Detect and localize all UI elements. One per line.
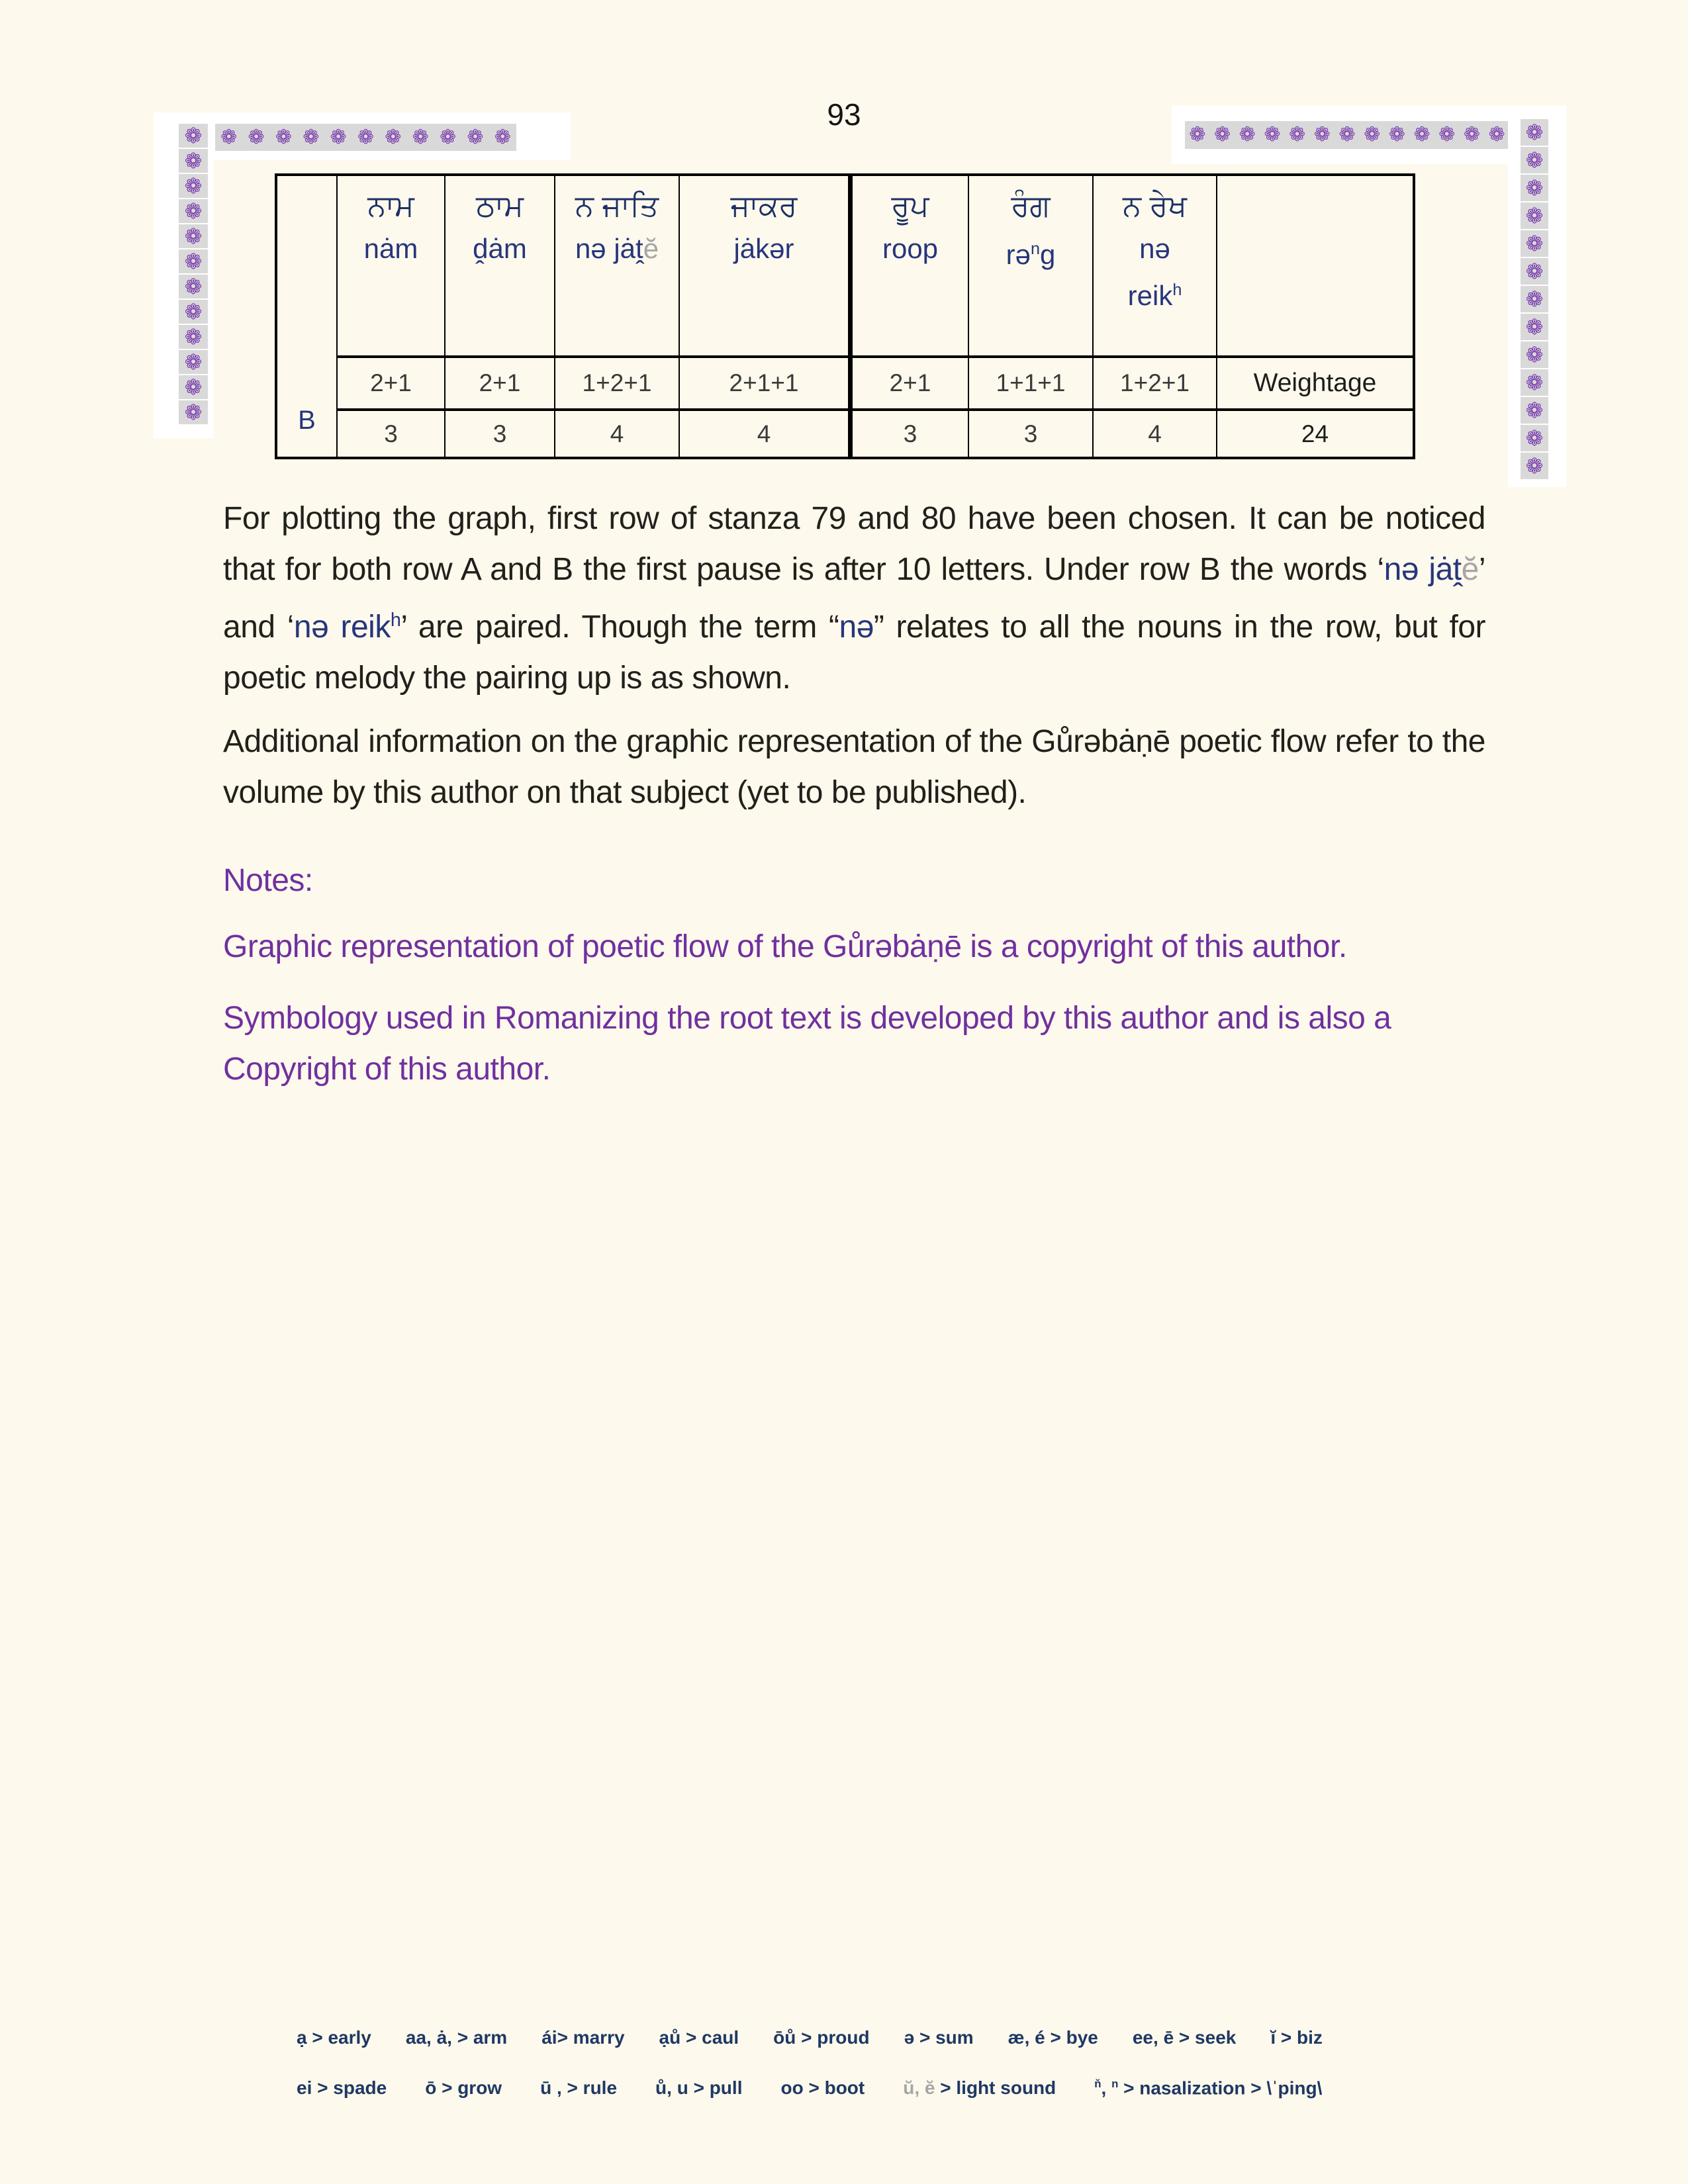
text-segment: ň [1094, 2077, 1102, 2090]
flower-slot [385, 125, 402, 149]
note-copyright-symbology: Symbology used in Romanizing the root text is developed by this author and is also a Copyright of this author. [223, 1001, 1391, 1087]
flower-tile [1521, 341, 1548, 368]
flower-icon: ❁ [303, 125, 320, 149]
flower-icon: ❁ [494, 125, 511, 149]
paragraph-additional-info: Additional information on the graphic representation of the Gůrəbȧṇē poetic flow refer to the volume by this author on that subject (yet to be published). [223, 724, 1485, 810]
flower-tile [179, 250, 208, 273]
flower-tile [179, 300, 208, 324]
pronunciation-key-item [780, 2077, 865, 2099]
text-segment: For plotting the graph, first row of stanza 79 and 80 have been chosen. It can be noticed that for both row A and B the first pause is after 10 letters. Under row B the words ‘ [223, 501, 1485, 587]
pronunciation-key-row-2 [297, 2077, 1322, 2099]
romanized-word [680, 230, 848, 267]
pronunciation-key-item [655, 2077, 742, 2099]
text-segment: rə [1006, 239, 1031, 270]
flower-slot [467, 125, 484, 149]
text-segment: ’ are paired. Though the term “ [400, 610, 839, 645]
flower-slot [439, 125, 457, 149]
flower-icon: ❁ [1313, 123, 1331, 146]
pronunciation-key-item [1270, 2027, 1323, 2048]
flower-icon: ❁ [1463, 123, 1480, 146]
gurmukhi-word: ਠਾਮ [475, 189, 524, 222]
table-total-cell: 4 [1092, 408, 1216, 457]
table-count-cell: 2+1+1 [679, 355, 848, 408]
text-segment: ái> marry [541, 2027, 625, 2048]
flower-tile [1521, 425, 1548, 451]
text-segment: , [1101, 2077, 1112, 2099]
text-segment: nə jȧṱ [575, 233, 643, 264]
flower-icon: ❁ [184, 324, 203, 349]
flower-icon: ❁ [184, 349, 203, 375]
table-header-cell [444, 176, 554, 355]
flower-tile [1521, 203, 1548, 229]
pronunciation-key-item [1008, 2027, 1098, 2048]
flower-icon: ❁ [1525, 314, 1544, 340]
flower-tile [179, 149, 208, 173]
table-total-cell: 4 [679, 408, 848, 457]
flower-icon: ❁ [1438, 123, 1456, 146]
table-row-label-cell: B [298, 406, 316, 435]
text-segment: nȧm [363, 233, 418, 264]
flower-icon: ❁ [1525, 398, 1544, 423]
flower-strip [1185, 121, 1509, 149]
flower-border-right-column [1508, 106, 1566, 487]
pronunciation-key-item [659, 2027, 739, 2048]
pronunciation-key-item [425, 2077, 502, 2099]
flower-icon: ❁ [184, 400, 203, 425]
flower-icon: ❁ [184, 249, 203, 274]
pronunciation-key-item [903, 2077, 1056, 2099]
text-segment: nə reik [293, 610, 391, 645]
pronunciation-key-item [904, 2027, 974, 2048]
flower-icon: ❁ [1525, 231, 1544, 256]
pronunciation-key-item [1094, 2077, 1322, 2099]
gurmukhi-word: ਰੂਪ [891, 189, 929, 222]
flower-tile [1521, 286, 1548, 312]
flower-tile [179, 199, 208, 223]
table-header-cell-empty [1216, 176, 1413, 355]
note-copyright-graphic: Graphic representation of poetic flow of the Gůrəbȧṇē is a copyright of this author. [223, 929, 1347, 964]
table-count-cell: 1+1+1 [968, 355, 1092, 408]
table-header-cell [848, 176, 968, 355]
flower-icon: ❁ [1289, 123, 1306, 146]
flower-slot [303, 125, 320, 149]
flower-slot [1389, 125, 1405, 145]
flower-tile [1521, 314, 1548, 340]
flower-icon: ❁ [248, 125, 265, 149]
flower-tile [1521, 119, 1548, 146]
table-count-cell: 1+2+1 [1092, 355, 1216, 408]
text-segment: ōů > proud [773, 2027, 870, 2048]
flower-slot [1464, 125, 1480, 145]
flower-slot [412, 125, 429, 149]
text-segment: ə > sum [904, 2027, 974, 2048]
text-segment: ō > grow [425, 2077, 502, 2099]
flower-icon: ❁ [184, 224, 203, 249]
flower-tile [179, 174, 208, 198]
gurmukhi-word: ਨਾਮ [367, 189, 414, 222]
text-segment: ḓȧm [473, 233, 527, 264]
flower-tile [179, 400, 208, 424]
text-segment: nə [1139, 233, 1170, 264]
flower-tile [1521, 369, 1548, 396]
flower-icon: ❁ [385, 125, 402, 149]
notes-heading: Notes: [223, 863, 313, 898]
flower-icon: ❁ [330, 125, 347, 149]
flower-icon: ❁ [1239, 123, 1256, 146]
text-segment: ĕ [643, 233, 659, 264]
romanized-word [338, 230, 444, 267]
flower-slot [1214, 125, 1231, 145]
romanized-word [1094, 271, 1216, 314]
text-segment: > light sound [935, 2077, 1056, 2099]
flower-icon: ❁ [467, 125, 484, 149]
flower-icon: ❁ [1525, 203, 1544, 228]
text-segment: ạ > early [297, 2027, 371, 2048]
flower-slot [275, 125, 292, 149]
flower-tile [1521, 453, 1548, 479]
table-total-cell: 3 [968, 408, 1092, 457]
text-segment: nə jȧṱ [1383, 552, 1462, 587]
flower-border-top-right [1172, 106, 1566, 164]
flower-icon: ❁ [1525, 453, 1544, 478]
flower-icon: ❁ [1264, 123, 1281, 146]
pronunciation-key-item [541, 2027, 624, 2048]
pronunciation-key-item [773, 2027, 869, 2048]
flower-icon: ❁ [1364, 123, 1381, 146]
gurmukhi-word: ਜਾਕਰ [730, 189, 798, 222]
table-count-cell: 2+1 [848, 355, 968, 408]
flower-slot [1264, 125, 1280, 145]
table-total-cell: 3 [336, 408, 444, 457]
weightage-label-cell: Weightage [1216, 355, 1413, 408]
romanized-word [853, 230, 968, 267]
flower-tile [179, 224, 208, 248]
text-segment: ei > spade [297, 2077, 387, 2099]
flower-icon: ❁ [1338, 123, 1356, 146]
flower-icon: ❁ [1525, 342, 1544, 367]
text-segment: oo > boot [780, 2077, 865, 2099]
flower-icon: ❁ [1525, 370, 1544, 395]
flower-icon: ❁ [1413, 123, 1430, 146]
romanized-word [445, 230, 554, 267]
flower-icon: ❁ [184, 199, 203, 224]
flower-icon: ❁ [1213, 123, 1231, 146]
text-segment: n [1111, 2077, 1119, 2090]
flower-slot [1489, 125, 1505, 145]
flower-tile [1521, 258, 1548, 285]
text-segment: jȧkər [733, 233, 794, 264]
pronunciation-key-item [540, 2077, 617, 2099]
table-total-cell: 4 [554, 408, 679, 457]
text-segment: ū , > rule [540, 2077, 618, 2099]
page-number: 93 [827, 97, 861, 132]
flower-slot [330, 125, 347, 149]
flower-icon: ❁ [1189, 123, 1206, 146]
text-segment: ŭ, ĕ [903, 2077, 935, 2099]
table-header-cell [554, 176, 679, 355]
flower-slot [1413, 125, 1430, 145]
table-count-cell: 2+1 [444, 355, 554, 408]
flower-slot [494, 125, 511, 149]
flower-icon: ❁ [220, 125, 238, 149]
text-segment: aa, ȧ, > arm [405, 2027, 508, 2048]
text-segment: reik [1127, 280, 1173, 311]
pronunciation-key-item [406, 2027, 507, 2048]
text-segment: ’ and ‘ [223, 552, 1486, 645]
flower-tile [179, 325, 208, 349]
text-segment: roop [882, 233, 939, 264]
flower-border-left-column [154, 113, 213, 438]
flower-tile [179, 350, 208, 374]
flower-icon: ❁ [1525, 148, 1544, 173]
flower-tile [1521, 147, 1548, 173]
flower-icon: ❁ [1488, 123, 1505, 146]
flower-icon: ❁ [1525, 175, 1544, 201]
flower-tile [179, 124, 208, 148]
gurmukhi-word: ਰੰਗ [1011, 189, 1051, 222]
flower-icon: ❁ [412, 125, 429, 149]
flower-icon: ❁ [275, 125, 292, 149]
flower-slot [248, 125, 265, 149]
text-segment: n [1030, 240, 1040, 258]
table-header-cell [336, 176, 444, 355]
flower-strip [215, 124, 516, 151]
romanized-word [1094, 230, 1216, 267]
text-segment: ạů > caul [659, 2027, 739, 2048]
text-segment: æ, é > bye [1008, 2027, 1098, 2048]
flower-slot [220, 125, 238, 149]
text-segment: ů, u > pull [655, 2077, 743, 2099]
flower-icon: ❁ [439, 125, 457, 149]
flower-slot [357, 125, 375, 149]
paragraph-plotting [223, 493, 1485, 704]
pronunciation-key-row-1 [297, 2027, 1323, 2048]
flower-tile [179, 275, 208, 298]
text-segment: g [1040, 239, 1056, 270]
table-count-cell: 2+1 [336, 355, 444, 408]
pronunciation-key-item [1133, 2027, 1236, 2048]
flower-icon: ❁ [1525, 426, 1544, 451]
weightage-table [275, 173, 1415, 459]
flower-slot [1438, 125, 1455, 145]
flower-icon: ❁ [184, 299, 203, 324]
weightage-total-cell: 24 [1216, 408, 1413, 457]
flower-tile [179, 375, 208, 399]
flower-icon: ❁ [184, 123, 203, 148]
flower-icon: ❁ [184, 173, 203, 199]
flower-icon: ❁ [1525, 287, 1544, 312]
text-segment: ” relates to all the nouns in the row, but for poetic melody the pairing up is as shown. [223, 610, 1485, 696]
flower-slot [1239, 125, 1256, 145]
flower-tile [1521, 397, 1548, 424]
text-segment: ĕ [1461, 552, 1479, 587]
text-segment: h [1172, 281, 1182, 299]
flower-slot [1189, 125, 1205, 145]
flower-slot [1289, 125, 1305, 145]
table-count-cell: 1+2+1 [554, 355, 679, 408]
text-segment: > nasalization > \ˈping\ [1118, 2077, 1323, 2099]
text-segment: nə [839, 610, 874, 645]
pronunciation-key-item [297, 2027, 371, 2048]
pronunciation-key-item [297, 2077, 387, 2099]
gurmukhi-word: ਨ ਰੇਖ [1122, 189, 1188, 222]
text-segment: ĭ > biz [1270, 2027, 1323, 2048]
flower-tile [1521, 230, 1548, 257]
flower-tile [1521, 175, 1548, 201]
flower-border-top-left [213, 113, 571, 160]
table-header-cell [1092, 176, 1216, 355]
text-segment: h [390, 610, 401, 631]
flower-icon: ❁ [1525, 120, 1544, 145]
flower-icon: ❁ [184, 148, 203, 173]
gurmukhi-word: ਨ ਜਾਤਿ [575, 189, 659, 222]
flower-icon: ❁ [1525, 259, 1544, 284]
romanized-word [555, 230, 679, 267]
flower-slot [1314, 125, 1331, 145]
table-total-cell: 3 [848, 408, 968, 457]
flower-slot [1364, 125, 1380, 145]
flower-icon: ❁ [357, 125, 375, 149]
flower-icon: ❁ [184, 274, 203, 299]
flower-icon: ❁ [1388, 123, 1405, 146]
text-segment: ee, ē > seek [1132, 2027, 1237, 2048]
table-header-cell [968, 176, 1092, 355]
table-total-cell: 3 [444, 408, 554, 457]
romanized-word [969, 230, 1092, 273]
flower-icon: ❁ [184, 375, 203, 400]
table-header-cell [679, 176, 848, 355]
flower-slot [1338, 125, 1355, 145]
